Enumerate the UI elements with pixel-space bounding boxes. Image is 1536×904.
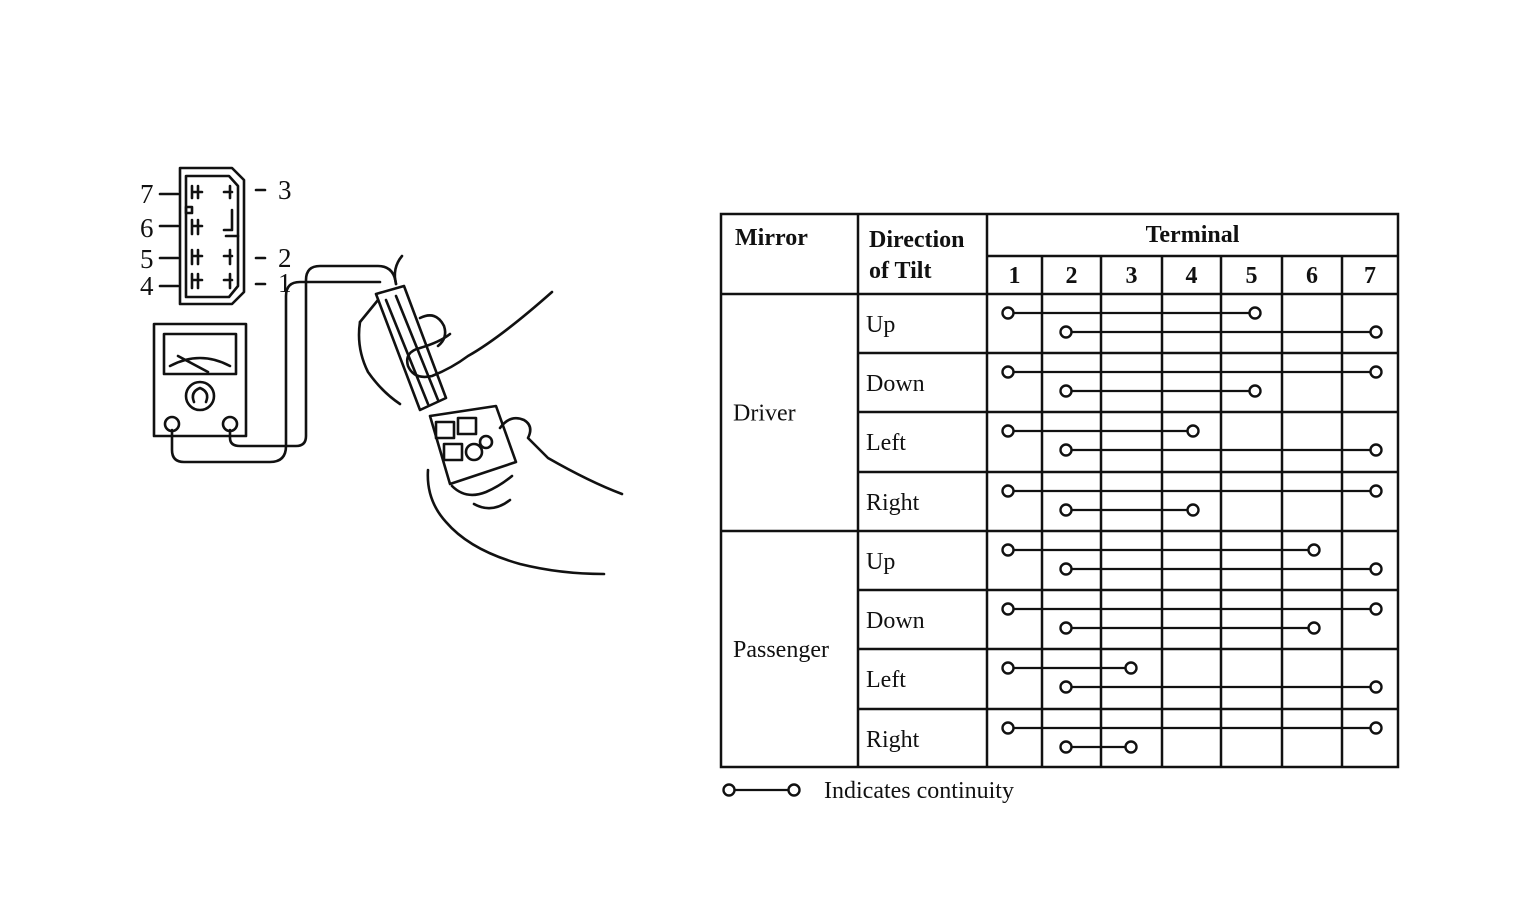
direction-label: Down	[866, 371, 925, 397]
continuity-node	[1309, 623, 1320, 634]
continuity-node	[1003, 426, 1014, 437]
continuity-node	[1003, 723, 1014, 734]
continuity-node	[1061, 742, 1072, 753]
terminal-header-1: 1	[1008, 263, 1021, 289]
direction-label: Right	[866, 490, 920, 516]
continuity-node	[1371, 327, 1382, 338]
continuity-node	[1309, 545, 1320, 556]
continuity-node	[1003, 308, 1014, 319]
pin-label-4: 4	[140, 271, 154, 301]
terminal-header-7: 7	[1364, 263, 1376, 289]
continuity-node	[1188, 505, 1199, 516]
continuity-node	[1371, 723, 1382, 734]
continuity-node	[1003, 545, 1014, 556]
continuity-node	[1126, 742, 1137, 753]
continuity-node	[1003, 663, 1014, 674]
pin-label-7: 7	[140, 179, 154, 209]
direction-label: Right	[866, 727, 920, 753]
continuity-node	[1003, 604, 1014, 615]
continuity-node	[1061, 386, 1072, 397]
continuity-node	[1061, 682, 1072, 693]
continuity-node	[1250, 386, 1261, 397]
continuity-node	[1371, 682, 1382, 693]
continuity-node	[1126, 663, 1137, 674]
continuity-node	[1250, 308, 1261, 319]
terminal-header-5: 5	[1245, 263, 1258, 289]
direction-label: Up	[866, 312, 896, 338]
header-direction-line2: of Tilt	[869, 258, 932, 284]
legend-node	[724, 785, 735, 796]
continuity-node	[1371, 445, 1382, 456]
mirror-label-driver: Driver	[733, 400, 796, 427]
continuity-node	[1003, 367, 1014, 378]
continuity-node	[1188, 426, 1199, 437]
continuity-node	[1061, 327, 1072, 338]
continuity-node	[1371, 486, 1382, 497]
direction-label: Up	[866, 549, 896, 575]
direction-label: Down	[866, 608, 925, 634]
mirror-label-passenger: Passenger	[733, 637, 829, 663]
continuity-node	[1061, 623, 1072, 634]
pin-label-2: 2	[278, 243, 292, 273]
direction-label: Left	[866, 430, 906, 456]
continuity-node	[1061, 564, 1072, 575]
legend-node	[789, 785, 800, 796]
pin-label-5: 5	[140, 244, 154, 274]
continuity-node	[1061, 445, 1072, 456]
continuity-node	[1371, 367, 1382, 378]
terminal-header-4: 4	[1185, 263, 1198, 289]
terminal-header-2: 2	[1065, 263, 1078, 289]
header-terminal: Terminal	[1145, 222, 1240, 248]
direction-label: Left	[866, 667, 906, 693]
continuity-node	[1371, 564, 1382, 575]
continuity-node	[1061, 505, 1072, 516]
legend-text: Indicates continuity	[824, 778, 1014, 804]
terminal-header-3: 3	[1125, 263, 1138, 289]
pin-label-3: 3	[278, 175, 292, 205]
pin-label-6: 6	[140, 213, 154, 243]
header-mirror: Mirror	[735, 225, 808, 251]
continuity-node	[1371, 604, 1382, 615]
pin-label-1: 1	[278, 268, 292, 298]
header-direction: Direction	[869, 227, 965, 253]
terminal-header-6: 6	[1306, 263, 1318, 289]
continuity-node	[1003, 486, 1014, 497]
